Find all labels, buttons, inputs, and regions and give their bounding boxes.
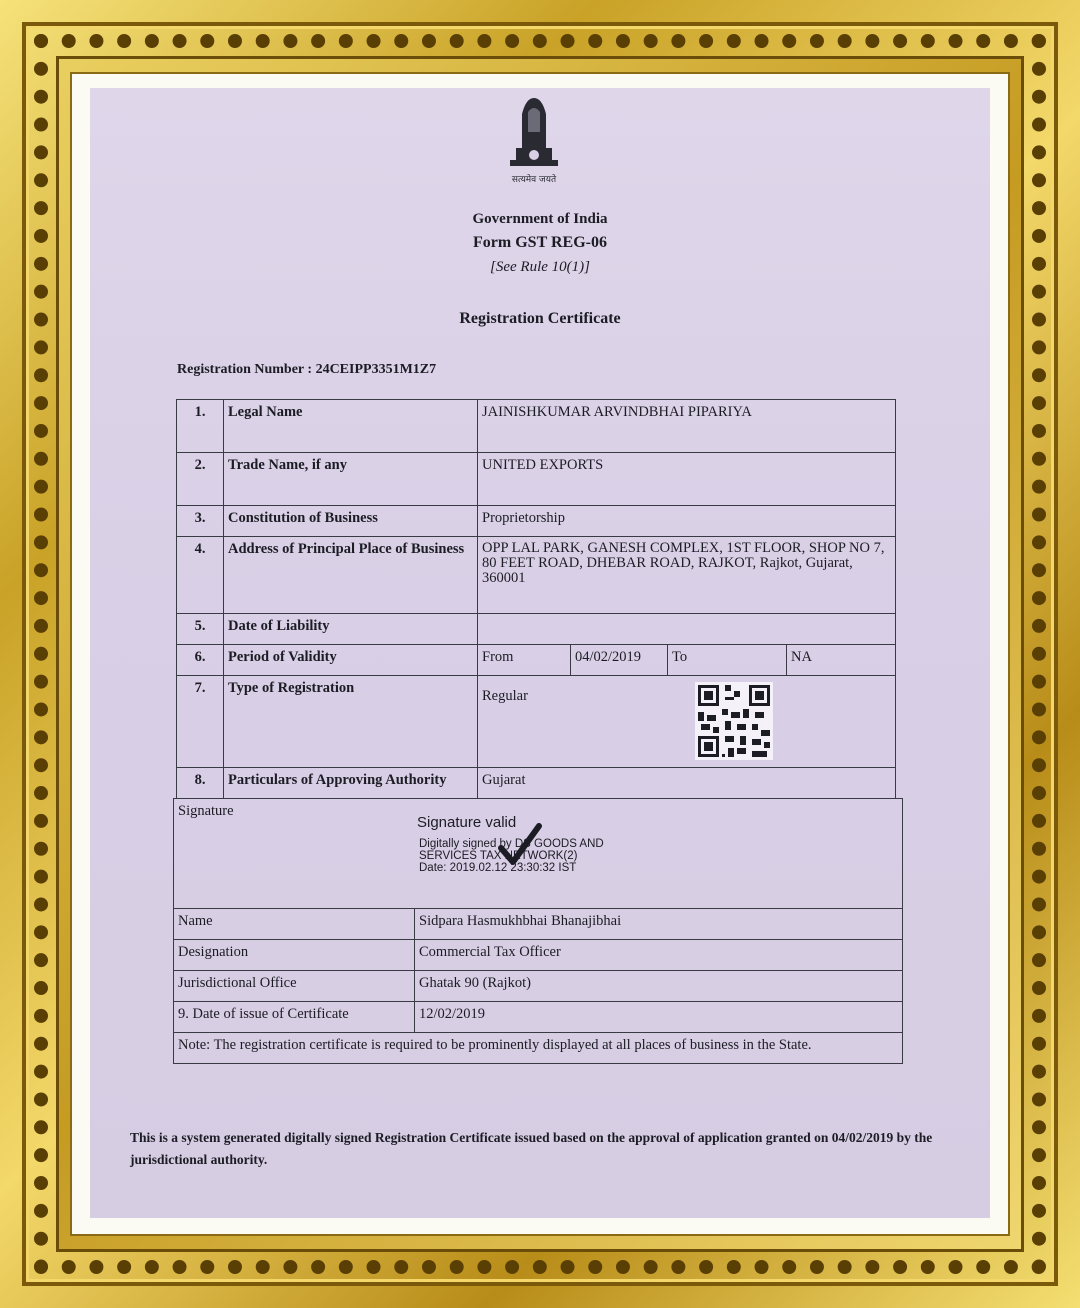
row-number: 8. [177,768,224,799]
signature-label: Signature [174,799,903,909]
registration-number [177,362,436,378]
row-value [478,614,896,645]
row-value: OPP LAL PARK, GANESH COMPLEX, 1ST FLOOR, SHOP NO 7, 80 FEET ROAD, DHEBAR ROAD, RAJKOT, Rajkot, Gujarat, 360001 [478,537,896,614]
authority-label: Jurisdictional Office [174,971,415,1002]
table-row [174,909,903,940]
registration-details-table [176,399,896,799]
signature-line: Date: 2019.02.12 23:30:32 IST [419,862,577,874]
table-row [177,614,896,645]
row-number: 4. [177,537,224,614]
registration-number-label: Registration Number : [177,362,313,377]
table-row [177,537,896,614]
registration-number-value: 24CEIPP3351M1Z7 [315,362,437,377]
table-row [177,506,896,537]
authority-label: Name [174,909,415,940]
signature-line: Digitally signed by DS GOODS AND [419,838,604,850]
authority-value: Commercial Tax Officer [415,940,903,971]
row-value: JAINISHKUMAR ARVINDBHAI PIPARIYA [478,400,896,453]
table-row [177,400,896,453]
row-number: 1. [177,400,224,453]
row-number: 3. [177,506,224,537]
footer-note: This is a system generated digitally signed Registration Certificate issued based on the approval of application granted on 04/02/2019 by the jurisdictional authority. [130,1130,933,1167]
authority-value: Sidpara Hasmukhbhai Bhanajibhai [415,909,903,940]
row-label: Period of Validity [224,645,478,676]
row-label: Address of Principal Place of Business [224,537,478,614]
row-label: Particulars of Approving Authority [224,768,478,799]
row-number: 7. [177,676,224,768]
validity-to-label: To [668,645,787,676]
rule-reference: [See Rule 10(1)] [490,259,590,275]
row-label: Legal Name [224,400,478,453]
table-row [174,1002,903,1033]
table-row [177,645,896,676]
national-emblem-icon [502,92,566,188]
qr-code [695,682,773,760]
table-row [174,971,903,1002]
signature-line: SERVICES TAX NETWORK(2) [419,850,578,862]
government-title: Government of India [472,211,608,227]
row-label: Type of Registration [224,676,478,768]
row-label: Date of Liability [224,614,478,645]
form-title: Form GST REG-06 [473,234,607,251]
row-value: UNITED EXPORTS [478,453,896,506]
row-label: Constitution of Business [224,506,478,537]
emblem-caption: सत्यमेव जयते [511,175,557,185]
table-row [174,940,903,971]
signature-status: Signature valid [417,814,517,831]
row-value: Gujarat [478,768,896,799]
note-text: Note: The registration certificate is required to be prominently displayed at all places of business in the State. [174,1033,903,1064]
row-value: Regular [478,676,896,768]
row-value: Proprietorship [478,506,896,537]
checkmark-icon [497,822,543,868]
table-row [177,453,896,506]
authority-label: 9. Date of issue of Certificate [174,1002,415,1033]
table-row [177,676,896,768]
validity-from-label: From [478,645,571,676]
validity-to-value: NA [787,645,896,676]
row-number: 5. [177,614,224,645]
authority-value: Ghatak 90 (Rajkot) [415,971,903,1002]
row-label: Trade Name, if any [224,453,478,506]
page-title: Registration Certificate [459,310,621,327]
authority-value: 12/02/2019 [415,1002,903,1033]
authority-label: Designation [174,940,415,971]
row-number: 6. [177,645,224,676]
table-row [177,768,896,799]
validity-from-value: 04/02/2019 [571,645,668,676]
row-number: 2. [177,453,224,506]
note-row [174,1033,903,1064]
